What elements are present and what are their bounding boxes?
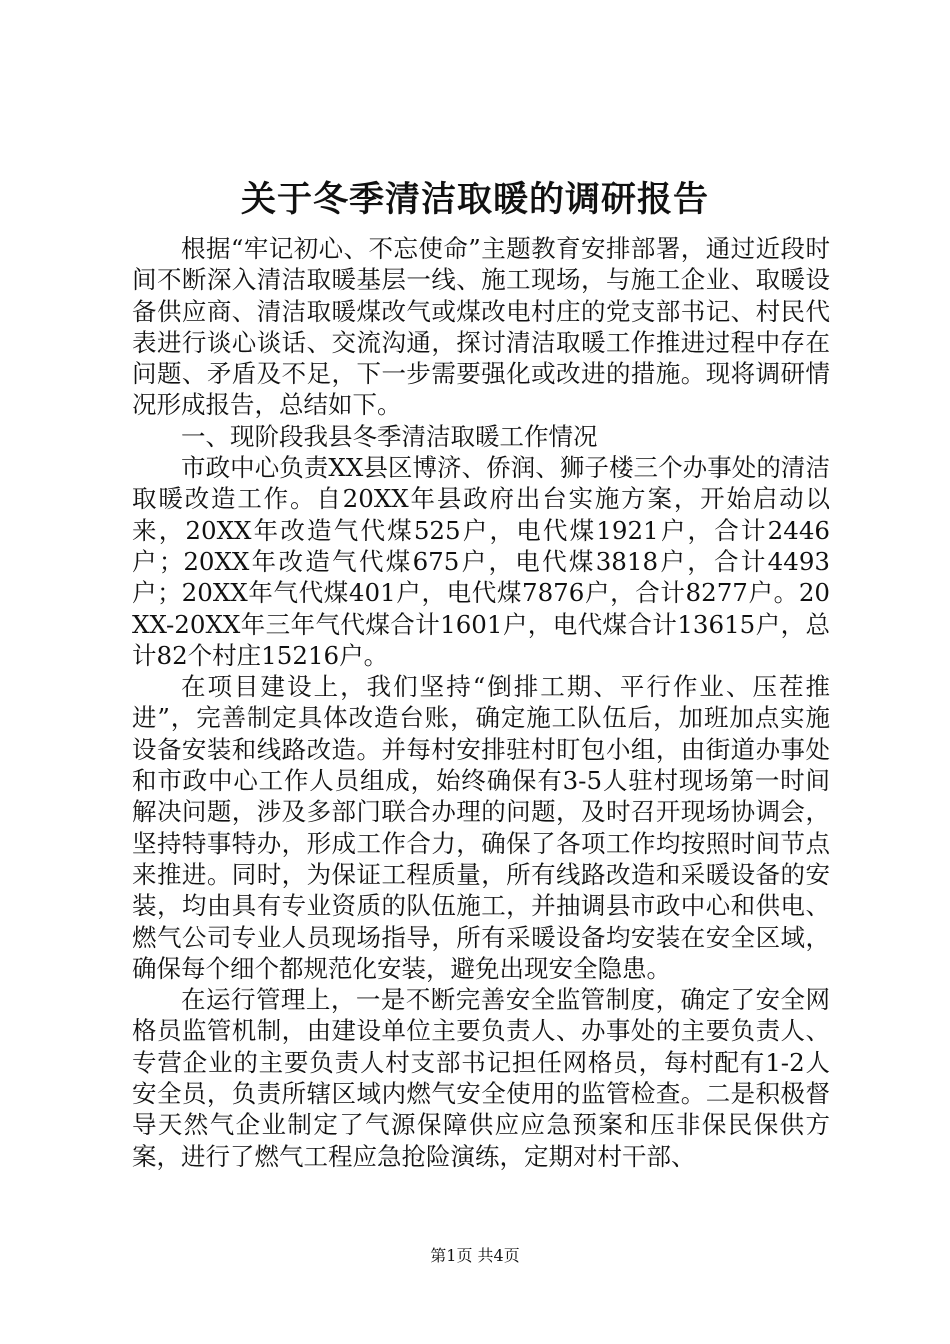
section-heading-1: 一、现阶段我县冬季清洁取暖工作情况 bbox=[181, 421, 598, 451]
paragraph-operation: 在运行管理上，一是不断完善安全监管制度，确定了安全网格员监管机制，由建设单位主要负责人、办事处的主要负责人、专营企业的主要负责人村支部书记担任网格员，每村配有1-2人安全员，负责所辖区域内燃气安全使用的监管检查。二是积极督导天然气企业制定了气源保障供应应急预案和压非保民保供方案，进行了燃气工程应急抢险演练，定期对村干部、 bbox=[132, 985, 830, 1171]
paragraph-construction: 在项目建设上，我们坚持“倒排工期、平行作业、压茬推进”，完善制定具体改造台账，确定施工队伍后，加班加点实施设备安装和线路改造。并每村安排驻村盯包小组，由街道办事处和市政中心工作人员组成，始终确保有3-5人驻村现场第一时间解决问题，涉及多部门联合办理的问题，及时召开现场协调会，坚持特事特办，形成工作合力，确保了各项工作均按照时间节点来推进。同时，为保证工程质量，所有线路改造和采暖设备的安装，均由具有专业资质的队伍施工，并抽调县市政中心和供电、燃气公司专业人员现场指导，所有采暖设备均安装在安全区域，确保每个细个都规范化安装，避免出现安全隐患。 bbox=[132, 672, 830, 983]
document-title: 关于冬季清洁取暖的调研报告 bbox=[240, 179, 709, 220]
paragraph-intro: 根据“牢记初心、不忘使命”主题教育安排部署，通过近段时间不断深入清洁取暖基层一线、施工现场，与施工企业、取暖设备供应商、清洁取暖煤改气或煤改电村庄的党支部书记、村民代表进行谈心谈话、交流沟通，探讨清洁取暖工作推进过程中存在问题、矛盾及不足，下一步需要强化或改进的措施。现将调研情况形成报告，总结如下。 bbox=[132, 234, 830, 420]
paragraph-status: 市政中心负责XX县区博济、侨润、狮子楼三个办事处的清洁取暖改造工作。自20XX年县政府出台实施方案，开始启动以来，20XX年改造气代煤525户，电代煤1921户，合计2446户；20XX年改造气代煤675户，电代煤3818户，合计4493户；20XX年气代煤401户，电代煤7876户，合计8277户。20XX-20XX年三年气代煤合计1601户，电代煤合计13615户，总计82个村庄15216户。 bbox=[132, 453, 830, 670]
page-number-footer: 第1页 共4页 bbox=[430, 1246, 520, 1265]
document-body bbox=[132, 233, 830, 1172]
